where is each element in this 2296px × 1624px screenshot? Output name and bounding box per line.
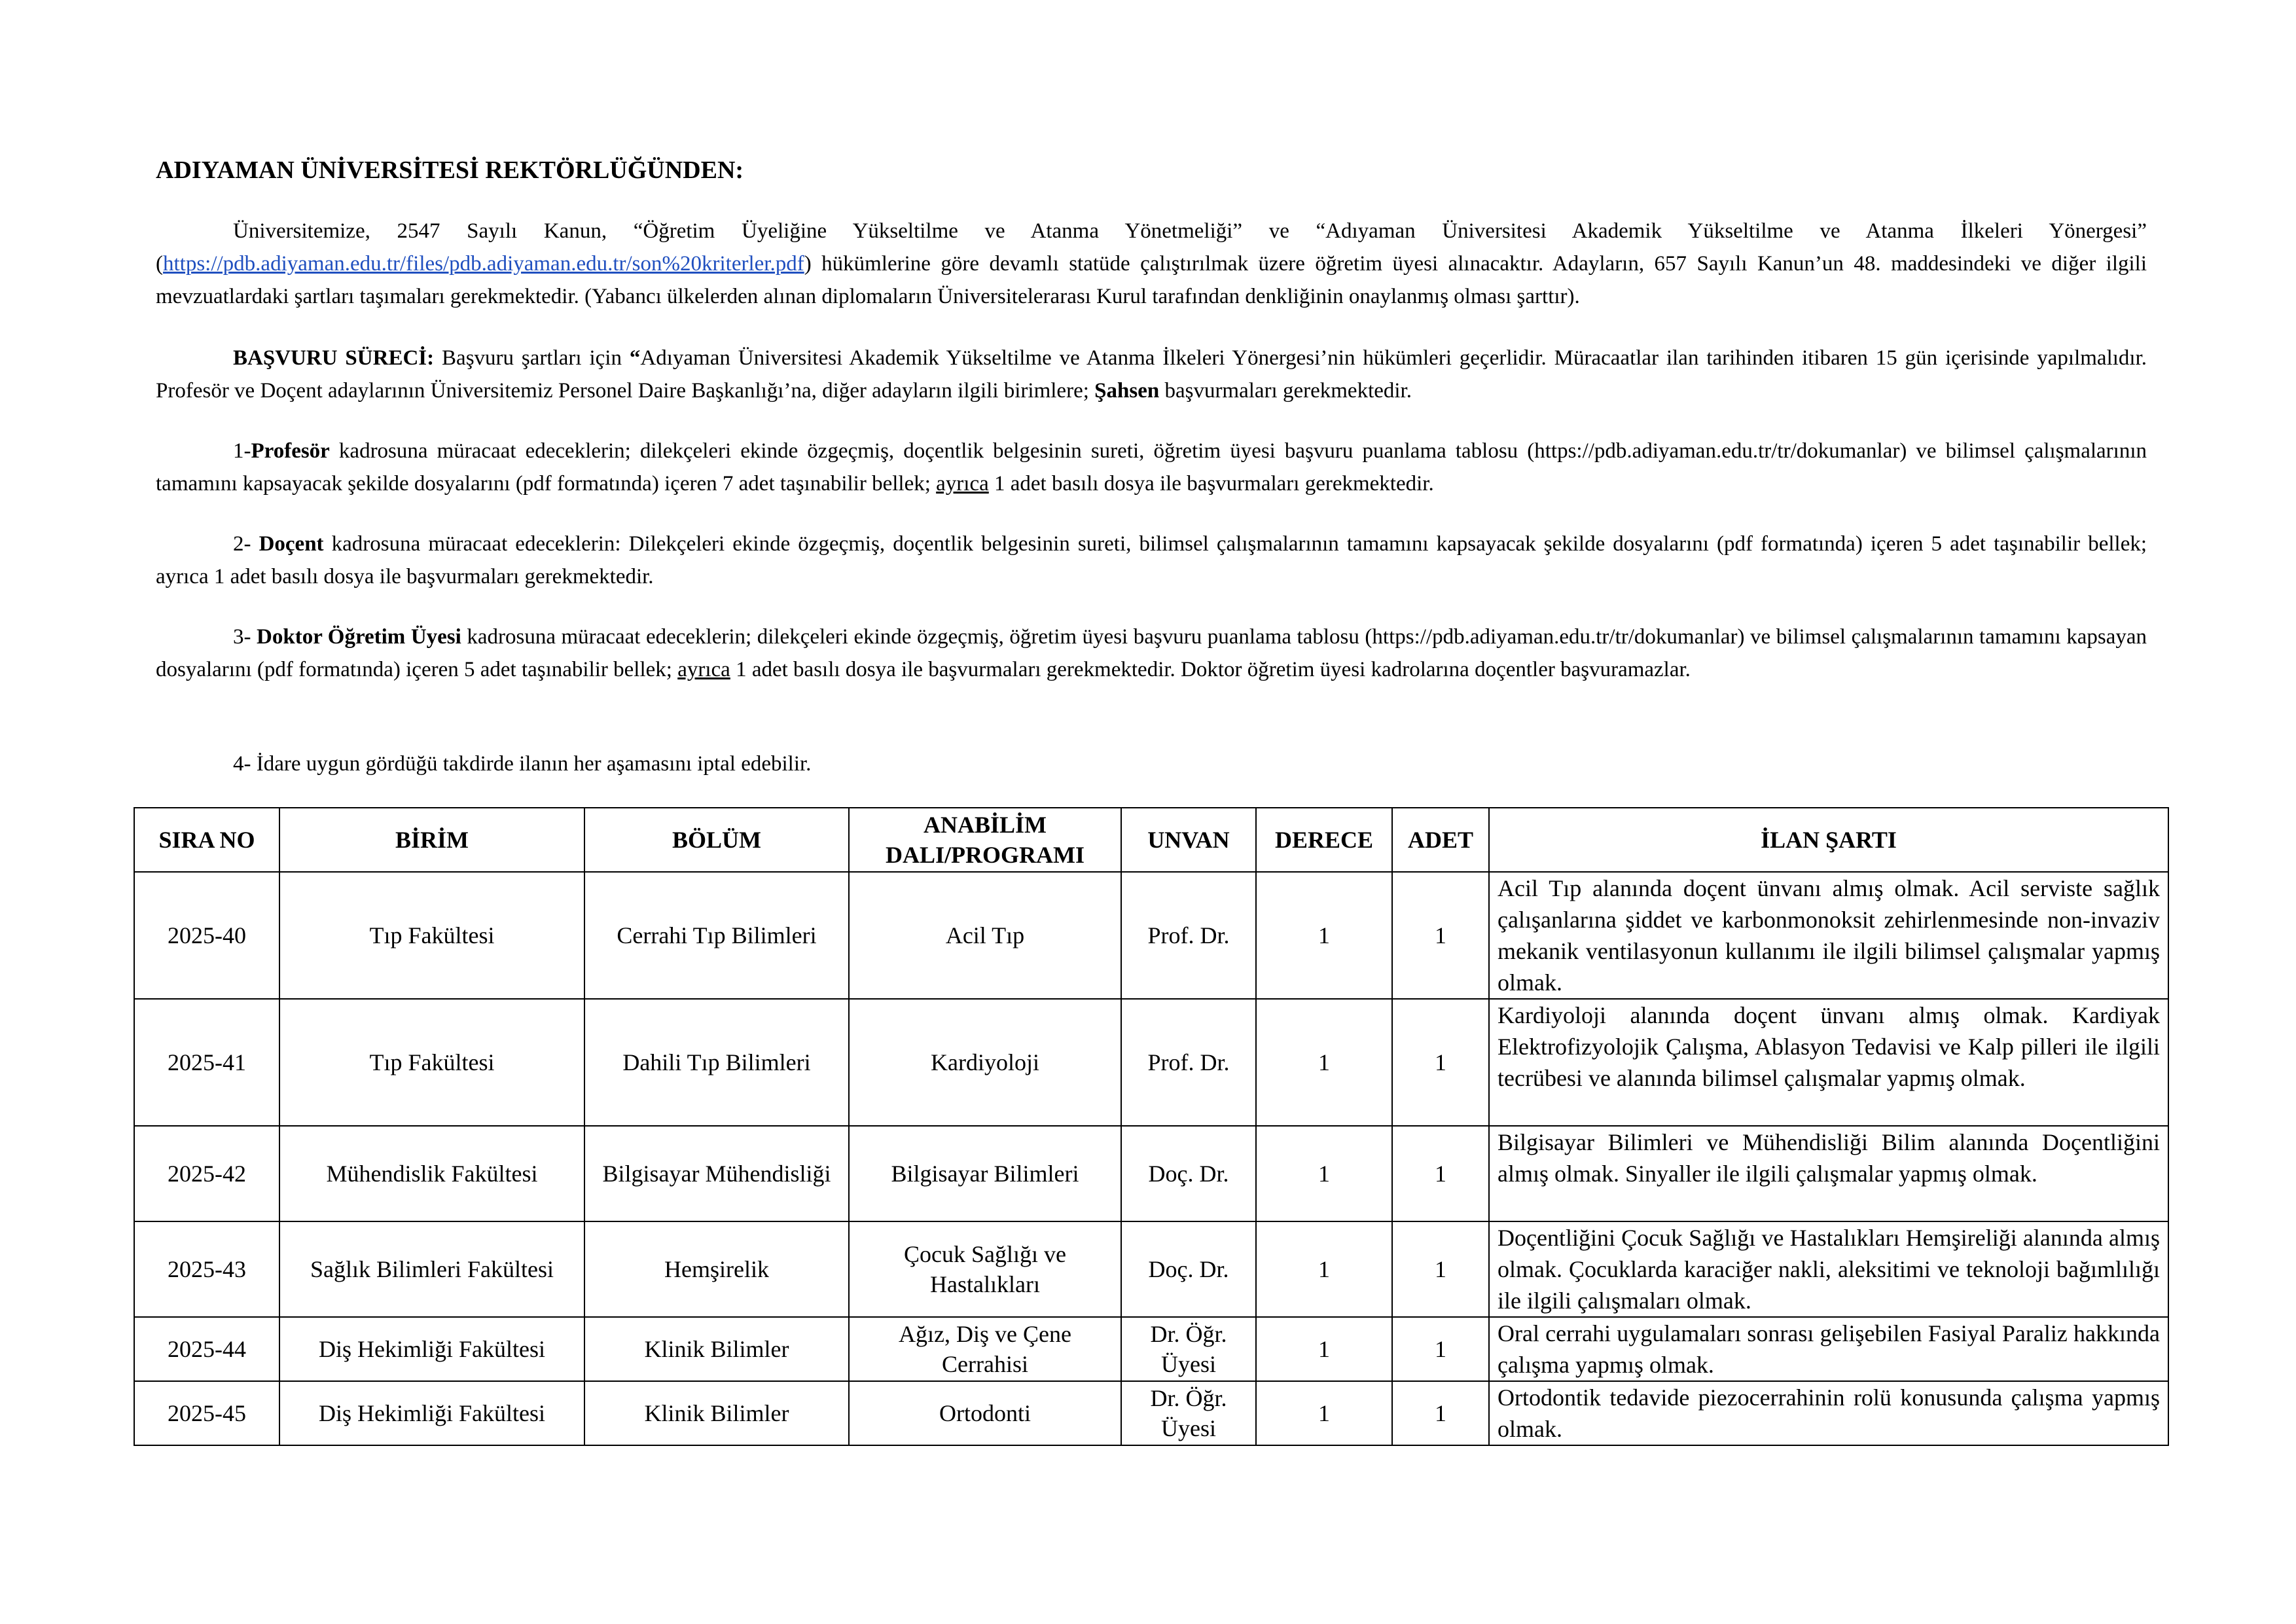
cell-ilan-sarti: Kardiyoloji alanında doçent ünvanı almış olmak. Kardiyak Elektrofizyolojik Çalışma, Ablasyon Tedavisi ve Kalp pilleri ile ilgili tecrübesi ve alanında bilimsel çalışmalar yapmış olmak. — [1489, 999, 2168, 1126]
cell-unvan: Dr. Öğr. Üyesi — [1121, 1317, 1256, 1381]
table-row — [134, 872, 2168, 999]
iptal-paragraph — [156, 748, 2147, 780]
header-anabilim-dali — [849, 808, 1121, 872]
basvuru-text-1: Başvuru şartları için — [434, 346, 630, 370]
intro-paragraph — [156, 215, 2147, 313]
docent-paragraph — [156, 528, 2147, 593]
cell-derece: 1 — [1256, 1381, 1392, 1445]
doktor-paragraph — [156, 621, 2147, 686]
header-unvan: UNVAN — [1121, 808, 1256, 872]
table-row — [134, 1381, 2168, 1445]
cell-adet: 1 — [1392, 1221, 1489, 1317]
item1-text-2: 1 adet basılı dosya ile başvurmaları gerekmektedir. — [988, 472, 1434, 496]
cell-ilan-sarti: Acil Tıp alanında doçent ünvanı almış olmak. Acil serviste sağlık çalışanlarına şiddet ve karbonmonoksit zehirlenmesinde non-invaziv mekanik ventilasyonun kullanımı ile ilgili bilimsel çalışmalar yapmış olmak. — [1489, 872, 2168, 999]
intro-text-2: ) hükümlerine göre devamlı statüde çalıştırılmak üzere öğretim üyesi alınacaktır. Adayların, 657 Sayılı Kanun’un 48. maddesindeki ve diğer ilgili mevzuatlardaki şartları taşımaları gerekmektedir. (Yabancı ülkelerden alınan diplomaların Üniversitelerarası Kurul tarafından denkliğinin onaylanmış olması şarttır). — [156, 252, 2147, 308]
cell-adet: 1 — [1392, 1317, 1489, 1381]
cell-derece: 1 — [1256, 1221, 1392, 1317]
table-row — [134, 999, 2168, 1126]
cell-ilan-sarti: Ortodontik tedavide piezocerrahinin rolü konusunda çalışma yapmış olmak. — [1489, 1381, 2168, 1445]
cell-sira-no: 2025-40 — [134, 872, 279, 999]
cell-bolum: Bilgisayar Mühendisliği — [584, 1126, 849, 1221]
cell-anabilim: Acil Tıp — [849, 872, 1121, 999]
cell-unvan: Prof. Dr. — [1121, 872, 1256, 999]
header-derece: DERECE — [1256, 808, 1392, 872]
cell-anabilim: Kardiyoloji — [849, 999, 1121, 1126]
cell-derece: 1 — [1256, 999, 1392, 1126]
basvuru-paragraph — [156, 342, 2147, 407]
cell-adet: 1 — [1392, 1126, 1489, 1221]
profesor-paragraph — [156, 435, 2147, 500]
cell-anabilim: Ağız, Diş ve Çene Cerrahisi — [849, 1317, 1121, 1381]
document-title: ADIYAMAN ÜNİVERSİTESİ REKTÖRLÜĞÜNDEN: — [156, 156, 744, 184]
cell-derece: 1 — [1256, 872, 1392, 999]
table-header-row — [134, 808, 2168, 872]
table-row — [134, 1221, 2168, 1317]
item1-title: Profesör — [251, 439, 330, 463]
sahsen-emphasis: Şahsen — [1094, 379, 1160, 403]
cell-ilan-sarti: Bilgisayar Bilimleri ve Mühendisliği Bilim alanında Doçentliğini almış olmak. Sinyaller ile ilgili çalışmalar yapmış olmak. — [1489, 1126, 2168, 1221]
item1-ayrica: ayrıca — [936, 472, 989, 496]
header-ilan-sarti: İLAN ŞARTI — [1489, 808, 2168, 872]
cell-unvan: Prof. Dr. — [1121, 999, 1256, 1126]
cell-anabilim: Çocuk Sağlığı ve Hastalıkları — [849, 1221, 1121, 1317]
cell-anabilim: Bilgisayar Bilimleri — [849, 1126, 1121, 1221]
cell-sira-no: 2025-45 — [134, 1381, 279, 1445]
table-row — [134, 1126, 2168, 1221]
cell-adet: 1 — [1392, 999, 1489, 1126]
header-anabilim-line-2: DALI/PROGRAMI — [886, 842, 1085, 868]
basvuru-text-2: Adıyaman Üniversitesi Akademik Yükseltilme ve Atanma İlkeleri Yönergesi’nin hükümleri geçerlidir. Müracaatlar ilan tarihinden itibaren 15 gün içerisinde yapılmalıdır. Profesör ve Doçent adaylarının Üniversitemiz Personel Daire Başkanlığı’na, diğer adayların ilgili birimlere; — [156, 346, 2147, 403]
cell-derece: 1 — [1256, 1317, 1392, 1381]
intro-text-1: Üniversitemize, 2547 Sayılı Kanun, “Öğretim Üyeliğine Yükseltilme ve Atanma Yönetmeliği” ve “Adıyaman Üniversitesi Akademik Yükseltilme ve Atanma İlkeleri Yönergesi” ( — [156, 219, 2147, 276]
cell-sira-no: 2025-42 — [134, 1126, 279, 1221]
cell-birim: Mühendislik Fakültesi — [279, 1126, 584, 1221]
basvuru-heading: BAŞVURU SÜRECİ: — [233, 346, 435, 370]
cell-bolum: Hemşirelik — [584, 1221, 849, 1317]
basvuru-quote: “ — [629, 346, 641, 370]
item3-ayrica: ayrıca — [677, 658, 730, 681]
cell-bolum: Cerrahi Tıp Bilimleri — [584, 872, 849, 999]
criteria-link[interactable]: https://pdb.adiyaman.edu.tr/files/pdb.adiyaman.edu.tr/son%20kriterler.pdf — [163, 252, 804, 276]
item3-title: Doktor Öğretim Üyesi — [257, 625, 461, 649]
cell-birim: Diş Hekimliği Fakültesi — [279, 1317, 584, 1381]
item1-text: kadrosuna müracaat edeceklerin; dilekçeleri ekinde özgeçmiş, doçentlik belgesinin sureti, öğretim üyesi başvuru puanlama tablosu (https://pdb.adiyaman.edu.tr/tr/dokumanlar) ve bilimsel çalışmalarının tamamını kapsayacak şekilde dosyalarını (pdf formatında) içeren 7 adet taşınabilir bellek; — [156, 439, 2147, 496]
header-bolum: BÖLÜM — [584, 808, 849, 872]
header-birim: BİRİM — [279, 808, 584, 872]
cell-sira-no: 2025-44 — [134, 1317, 279, 1381]
header-sira-no: SIRA NO — [134, 808, 279, 872]
item3-text-2: 1 adet basılı dosya ile başvurmaları gerekmektedir. Doktor öğretim üyesi kadrolarına doçentler başvuramazlar. — [730, 658, 1691, 681]
cell-birim: Sağlık Bilimleri Fakültesi — [279, 1221, 584, 1317]
cell-bolum: Dahili Tıp Bilimleri — [584, 999, 849, 1126]
cell-derece: 1 — [1256, 1126, 1392, 1221]
cell-birim: Tıp Fakültesi — [279, 872, 584, 999]
cell-ilan-sarti: Oral cerrahi uygulamaları sonrası gelişebilen Fasiyal Paraliz hakkında çalışma yapmış olmak. — [1489, 1317, 2168, 1381]
cell-unvan: Dr. Öğr. Üyesi — [1121, 1381, 1256, 1445]
item3-number: 3- — [233, 625, 257, 649]
cell-birim: Diş Hekimliği Fakültesi — [279, 1381, 584, 1445]
item2-title: Doçent — [259, 532, 324, 556]
cell-sira-no: 2025-41 — [134, 999, 279, 1126]
cell-unvan: Doç. Dr. — [1121, 1221, 1256, 1317]
cell-bolum: Klinik Bilimler — [584, 1317, 849, 1381]
positions-table — [134, 807, 2169, 1446]
header-adet: ADET — [1392, 808, 1489, 872]
item2-text: kadrosuna müracaat edeceklerin: Dilekçeleri ekinde özgeçmiş, doçentlik belgesinin sureti, bilimsel çalışmalarının tamamını kapsayacak şekilde dosyalarını (pdf formatında) içeren 5 adet taşınabilir bellek; ayrıca 1 adet basılı dosya ile başvurmaları gerekmektedir. — [156, 532, 2147, 588]
cell-bolum: Klinik Bilimler — [584, 1381, 849, 1445]
item3-text: kadrosuna müracaat edeceklerin; dilekçeleri ekinde özgeçmiş, öğretim üyesi başvuru puanlama tablosu (https://pdb.adiyaman.edu.tr/tr/dokumanlar) ve bilimsel çalışmalarının tamamını kapsayan dosyalarını (pdf formatında) içeren 5 adet taşınabilir bellek; — [156, 625, 2147, 681]
item1-number: 1- — [233, 439, 251, 463]
table-row — [134, 1317, 2168, 1381]
header-anabilim-line-1: ANABİLİM — [923, 812, 1047, 838]
cell-adet: 1 — [1392, 1381, 1489, 1445]
cell-birim: Tıp Fakültesi — [279, 999, 584, 1126]
cell-sira-no: 2025-43 — [134, 1221, 279, 1317]
cell-anabilim: Ortodonti — [849, 1381, 1121, 1445]
cell-unvan: Doç. Dr. — [1121, 1126, 1256, 1221]
cell-ilan-sarti: Doçentliğini Çocuk Sağlığı ve Hastalıkları Hemşireliği alanında almış olmak. Çocuklarda karaciğer nakli, aleksitimi ve teknoloji bağımlılığı ile ilgili çalışmaları olmak. — [1489, 1221, 2168, 1317]
item2-number: 2- — [233, 532, 259, 556]
item4-text: 4- İdare uygun gördüğü takdirde ilanın her aşamasını iptal edebilir. — [233, 752, 812, 776]
basvuru-text-3: başvurmaları gerekmektedir. — [1159, 379, 1412, 403]
cell-adet: 1 — [1392, 872, 1489, 999]
